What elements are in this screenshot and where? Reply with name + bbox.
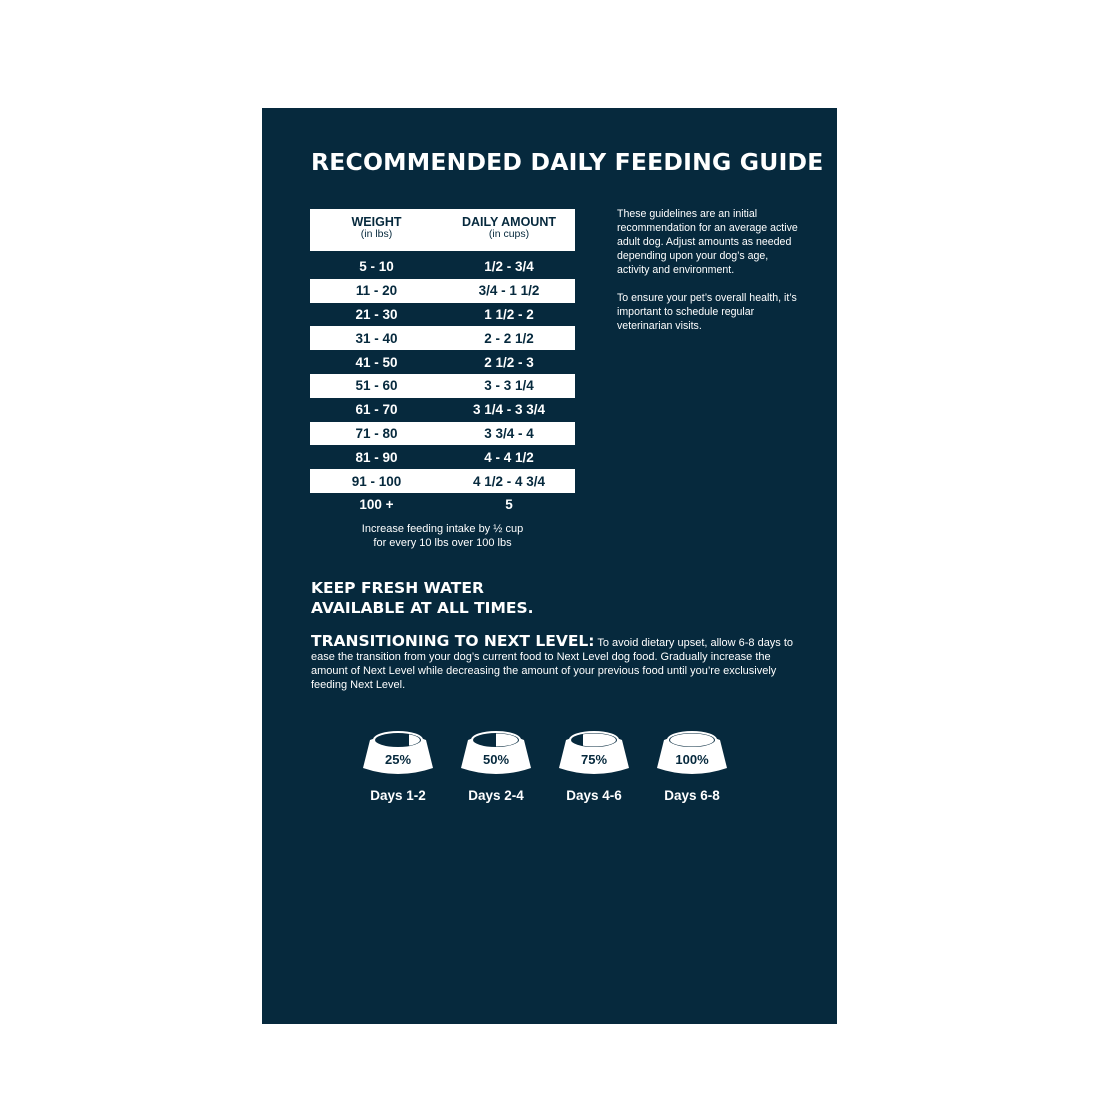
guidelines-text [617,207,802,347]
table-row [310,255,575,279]
dog-bowl-icon [558,726,630,776]
bowl-percent: 75% [580,752,608,767]
new-food-portion [670,734,714,747]
amount-cell: 3 - 3 1/4 [484,378,534,394]
table-row [310,326,575,350]
weight-cell: 81 - 90 [355,449,398,465]
table-row [310,469,575,493]
guidelines-paragraph: These guidelines are an initial recommendation for an average active adult dog. Adjust amounts as needed depending upon your dog’s age, activity and environment. [617,208,798,276]
table-header [310,209,575,251]
weight-cell: 31 - 40 [355,330,398,346]
weight-cell: 100 + [359,497,394,513]
header-weight [310,216,443,240]
weight-cell: 11 - 20 [355,283,398,299]
weight-cell: 61 - 70 [355,402,398,418]
table-row [310,303,575,327]
amount-cell: 1 1/2 - 2 [484,306,534,322]
table-row [310,422,575,446]
transition-heading: TRANSITIONING TO NEXT LEVEL: [311,632,595,650]
transition-body: To avoid dietary upset, allow 6-8 days to ease the transition from your dog’s current food to Next Level dog food. Gradually increase the amount of Next Level while decreasing the amount of your previous food until you’re exclusively feeding Next Level. [311,637,794,691]
amount-cell: 5 [505,497,513,513]
dog-bowl-icon [362,726,434,776]
header-amount-label: DAILY AMOUNT [462,215,556,229]
amount-cell: 3 1/4 - 3 3/4 [472,402,546,418]
table-body [310,255,575,517]
bowl-days: Days 6-8 [664,788,720,803]
health-paragraph: To ensure your pet’s overall health, it’s important to schedule regular veterinarian visits. [617,292,797,332]
bowl-percent: 25% [384,752,412,767]
weight-cell: 21 - 30 [355,306,398,322]
footnote-line-1: Increase feeding intake by ½ cup [361,523,524,535]
header-amount [443,216,575,240]
amount-cell: 4 1/2 - 4 3/4 [472,473,546,489]
bowl-percent: 50% [482,752,510,767]
bowl-step-3 [558,726,638,803]
table-row [310,398,575,422]
fresh-water-heading: KEEP FRESH WATER AVAILABLE AT ALL TIMES. [311,579,534,617]
bowl-days: Days 1-2 [370,788,426,803]
bowl-percent: 100% [675,752,709,767]
header-weight-label: WEIGHT [351,215,402,229]
amount-cell: 2 - 2 1/2 [484,330,534,346]
table-row [310,374,575,398]
header-weight-unit: (in lbs) [360,228,393,241]
weight-cell: 41 - 50 [355,354,398,370]
feeding-table [310,209,575,517]
dog-bowl-icon [460,726,532,776]
table-row [310,279,575,303]
food-level-fill [670,734,714,747]
footnote-line-2: for every 10 lbs over 100 lbs [373,537,512,549]
amount-cell: 3 3/4 - 4 [484,425,534,441]
bowl-step-2 [460,726,540,803]
bowl-days: Days 4-6 [566,788,622,803]
feeding-guide-panel [262,108,837,1024]
amount-cell: 4 - 4 1/2 [484,449,534,465]
table-row [310,493,575,517]
header-amount-unit: (in cups) [488,228,530,241]
weight-cell: 51 - 60 [355,378,398,394]
amount-cell: 2 1/2 - 3 [484,354,534,370]
bowl-step-1 [362,726,442,803]
transition-text [311,634,796,692]
table-row [310,445,575,469]
bowl-days: Days 2-4 [468,788,524,803]
bowl-step-4 [656,726,736,803]
weight-cell: 5 - 10 [359,259,394,275]
page-title: RECOMMENDED DAILY FEEDING GUIDE [311,148,824,176]
weight-cell: 71 - 80 [355,425,398,441]
amount-cell: 1/2 - 3/4 [484,259,534,275]
table-footnote [310,522,575,550]
amount-cell: 3/4 - 1 1/2 [478,283,540,299]
dog-bowl-icon [656,726,728,776]
table-row [310,350,575,374]
weight-cell: 91 - 100 [351,473,402,489]
